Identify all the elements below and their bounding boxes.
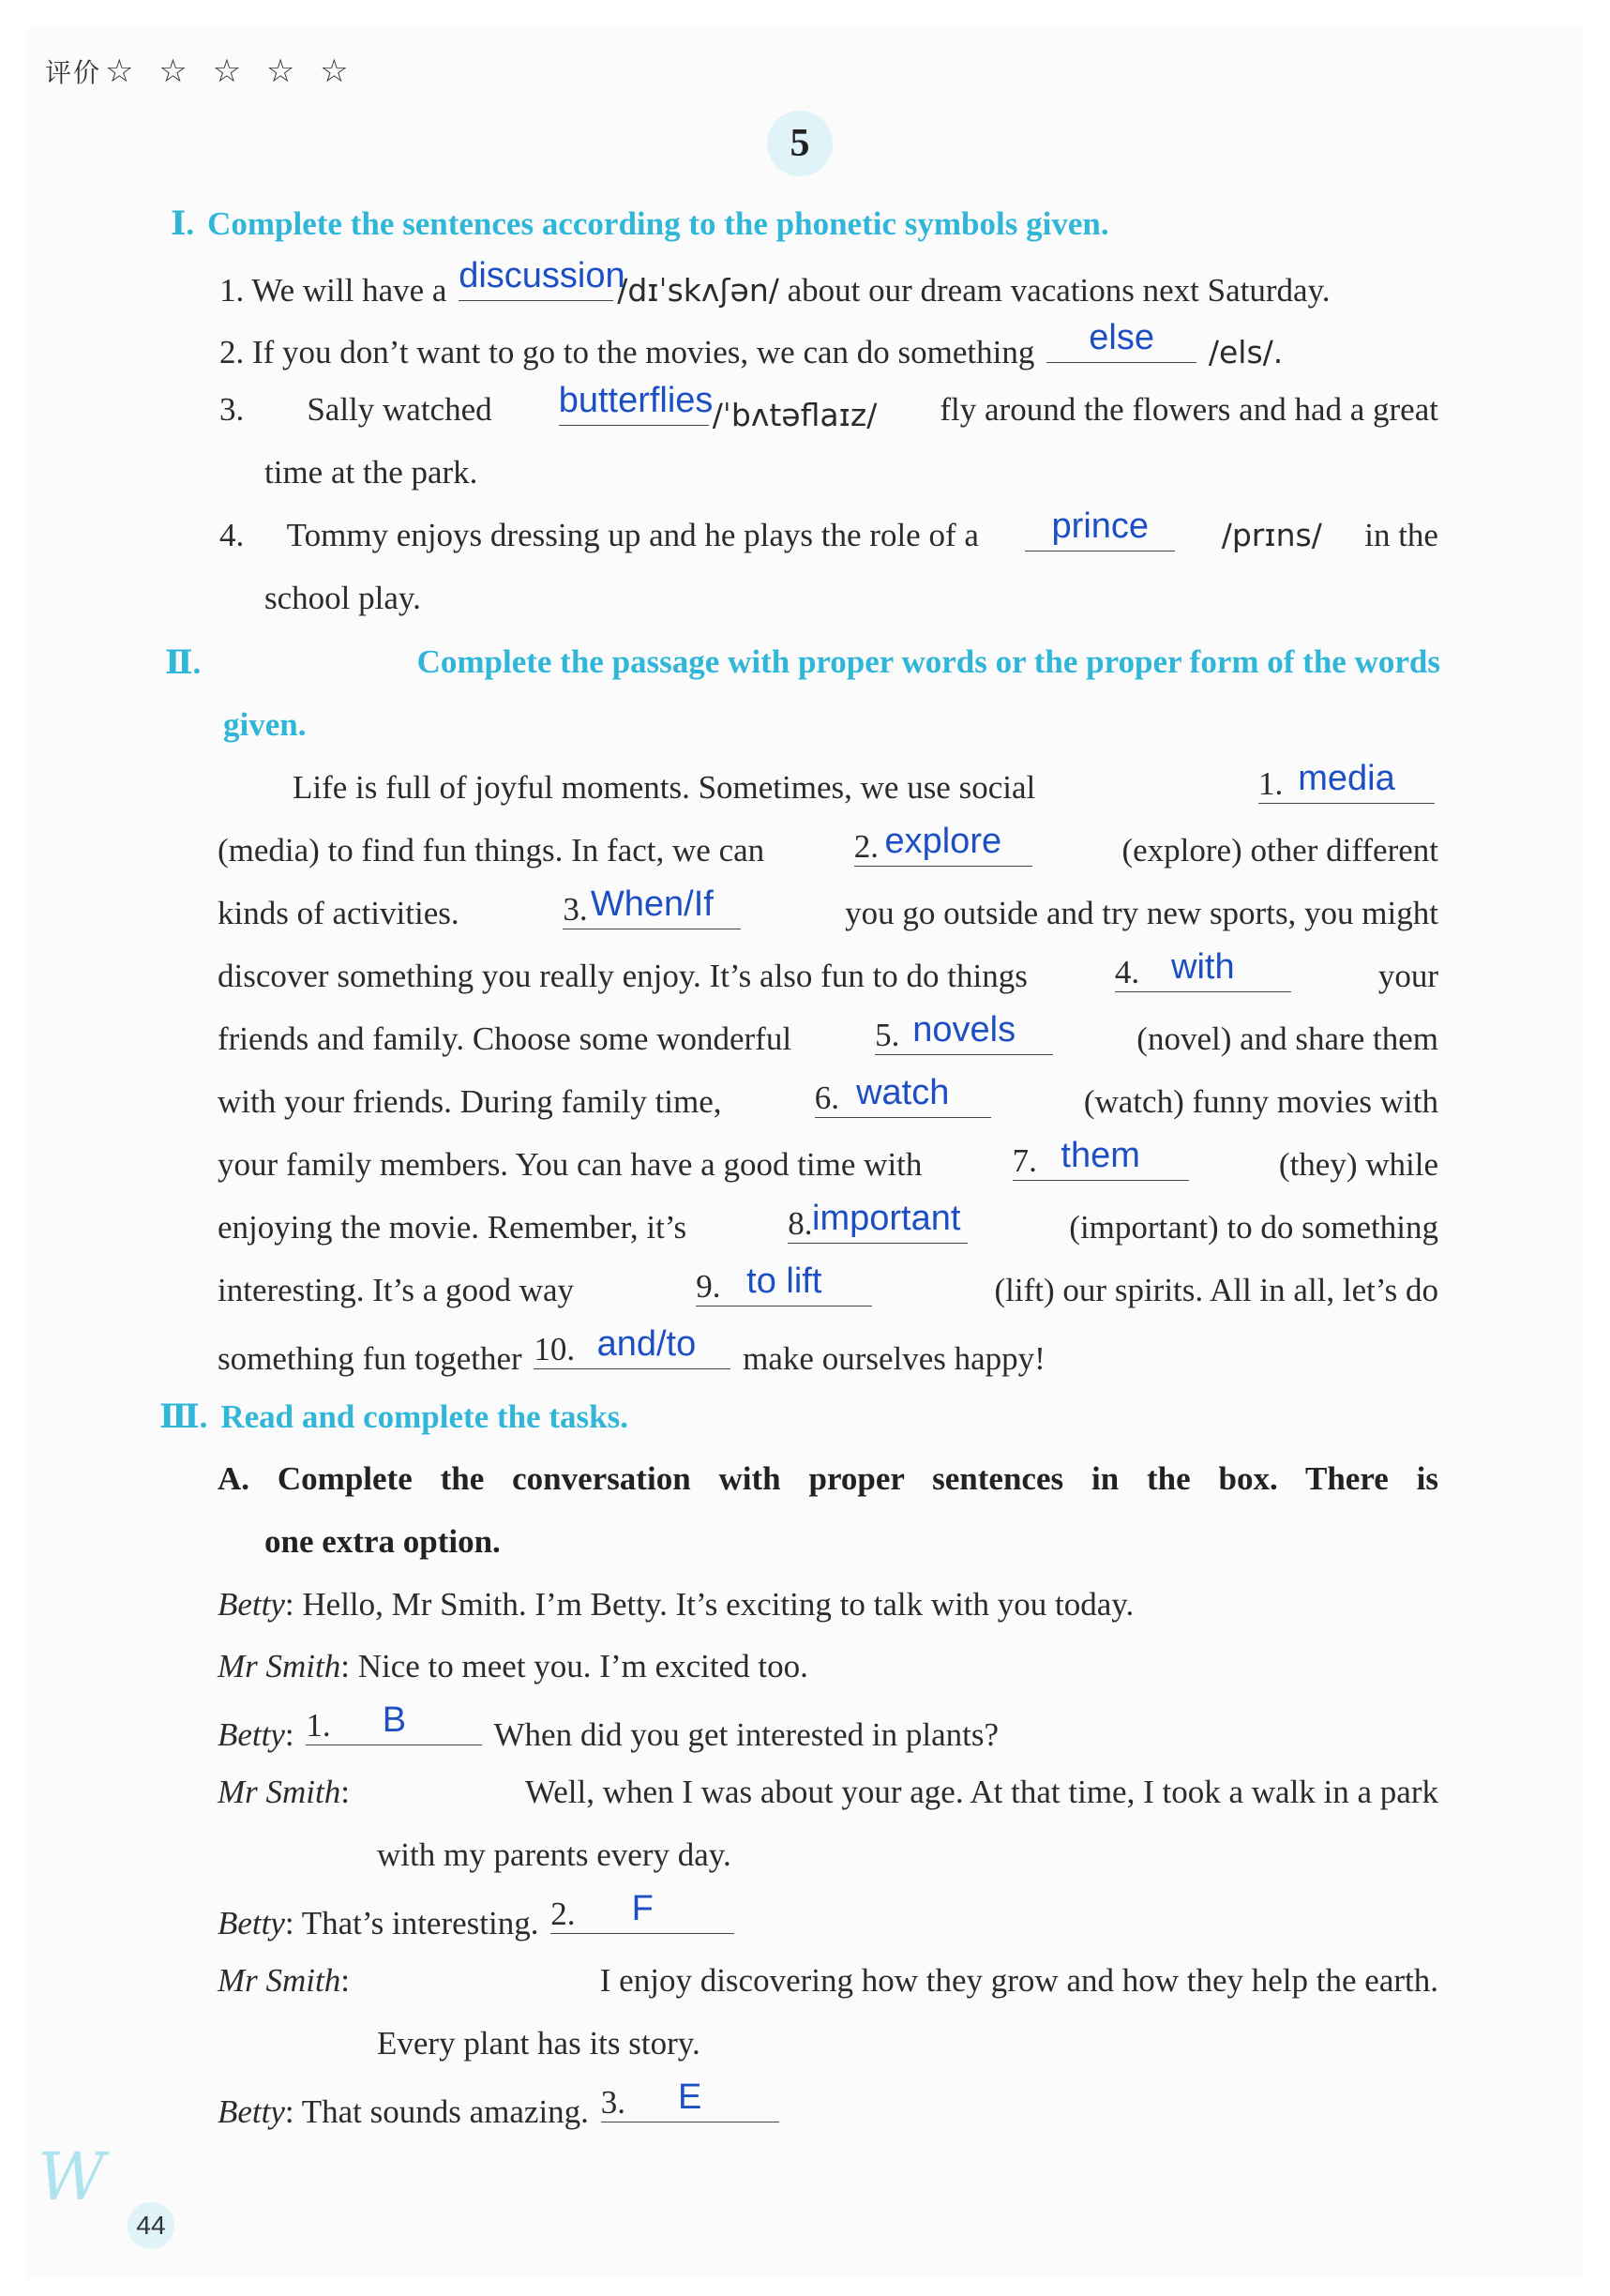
section-2-heading-line1: Complete the passage with proper words or the proper form of the words [416, 643, 1440, 680]
answer-text: prince [1051, 506, 1150, 546]
dialogue-blank-3[interactable] [600, 2077, 779, 2122]
passage-text: (watch) funny movies with [1083, 1083, 1438, 1120]
dialogue-blank-1[interactable] [306, 1700, 482, 1745]
section-3-heading: Read and complete the tasks. [220, 1398, 628, 1435]
s1-item-3-cont: time at the park. [264, 454, 478, 491]
blank-number: 4. [1114, 954, 1140, 990]
dialogue-text: That’s interesting. [301, 1905, 539, 1941]
dialogue-line-1: Betty: Hello, Mr Smith. I’m Betty. It’s exciting to talk with you today. [218, 1586, 1135, 1623]
blank-number: 7. [1012, 1142, 1037, 1179]
passage-blank-9[interactable] [696, 1261, 872, 1307]
s1-item-3 [219, 381, 1438, 434]
dialogue-line-6-cont: Every plant has its story. [377, 2025, 700, 2062]
answer-text: B [382, 1700, 407, 1740]
dialogue-blank-2[interactable] [550, 1889, 734, 1934]
passage-blank-1[interactable] [1258, 759, 1435, 804]
dialogue-line-4: Mr Smith: Well, when I was about your age. At that time, I took a walk in a park [218, 1774, 1438, 1810]
item-text: Sally watched [307, 391, 492, 428]
part-a-instruction-line1: A. Complete the conversation with proper sentences in the box. There is [218, 1460, 1438, 1497]
dialogue-text: Well, when I was about your age. At that time, I took a walk in a park [524, 1774, 1438, 1810]
passage-line-7 [218, 1136, 1438, 1184]
phonetic: /els/. [1208, 334, 1284, 370]
item-text: Tommy enjoys dressing up and he plays the role of a [286, 517, 979, 553]
corner-logo: W [38, 2138, 105, 2215]
passage-text: (media) to find fun things. In fact, we can [218, 832, 765, 869]
dialogue-line-7: Betty: That sounds amazing. 3. E [218, 2088, 783, 2131]
passage-text: (novel) and share them [1136, 1020, 1438, 1057]
blank-number: 3. [600, 2084, 625, 2121]
section-1-title [171, 204, 1109, 243]
dialogue-line-5: Betty: That’s interesting. 2. F [218, 1899, 738, 1942]
speaker-name: Betty [218, 1586, 285, 1623]
blank-number: 2. [550, 1896, 576, 1932]
speaker-name: Mr Smith [218, 1962, 341, 1999]
section-3-number: Ⅲ. [159, 1398, 208, 1435]
blank-number: 8. [788, 1205, 813, 1242]
passage-blank-3[interactable] [563, 884, 741, 929]
rating-stars: ☆ ☆ ☆ ☆ ☆ [105, 53, 356, 90]
s1-item-1 [219, 256, 1331, 310]
part-a-instruction-line2: one extra option. [264, 1523, 501, 1560]
section-1-number: Ⅰ. [171, 205, 195, 242]
s1-item-2 [219, 318, 1284, 371]
item-text: fly around the flowers and had a great [940, 391, 1438, 428]
section-2-heading-line2: given. [223, 706, 307, 743]
answer-text: E [678, 2077, 702, 2117]
passage-text: something fun together [218, 1340, 522, 1377]
passage-line-10 [218, 1324, 1046, 1378]
blank-number: 6. [814, 1080, 839, 1116]
passage-line-6 [218, 1073, 1438, 1121]
passage-text: friends and family. Choose some wonderful [218, 1020, 792, 1057]
blank-number: 9. [696, 1268, 721, 1305]
passage-text: discover something you really enjoy. It’s also fun to do things [218, 958, 1028, 994]
s1-item-4 [219, 506, 1438, 554]
passage-text: kinds of activities. [218, 895, 459, 931]
answer-blank[interactable] [459, 256, 625, 301]
answer-text: else [1089, 318, 1154, 357]
answer-text: explore [884, 822, 1002, 861]
section-1-heading: Complete the sentences according to the phonetic symbols given. [207, 205, 1109, 242]
answer-text: to lift [746, 1261, 822, 1301]
passage-text: enjoying the movie. Remember, it’s [218, 1209, 687, 1246]
rating [45, 53, 356, 90]
answer-text: watch [856, 1073, 950, 1112]
item-text: We will have a [251, 272, 447, 309]
answer-text: important [812, 1199, 961, 1238]
passage-text: (lift) our spirits. All in all, let’s do [994, 1272, 1438, 1308]
answer-blank[interactable] [558, 381, 714, 426]
item-text: in the [1364, 517, 1438, 553]
section-2-number: Ⅱ. [165, 644, 202, 681]
answer-blank[interactable] [1025, 506, 1175, 551]
speaker-name: Betty [218, 1905, 285, 1941]
answer-text: F [631, 1889, 654, 1928]
answer-text: novels [912, 1010, 1016, 1050]
passage-line-8 [218, 1199, 1438, 1246]
passage-text: (explore) other different [1121, 832, 1438, 869]
speaker-name: Mr Smith [218, 1648, 341, 1684]
blank-number: 10. [534, 1331, 576, 1367]
passage-line-3 [218, 884, 1438, 932]
passage-text: your [1377, 958, 1438, 994]
blank-number: 2. [853, 828, 880, 865]
phonetic: /prɪns/ [1221, 517, 1322, 553]
item-number: 1. [219, 272, 245, 309]
passage-text: (they) while [1278, 1146, 1438, 1183]
unit-number-badge: 5 [767, 111, 833, 176]
passage-text: (important) to do something [1069, 1209, 1438, 1246]
passage-text: you go outside and try new sports, you might [845, 895, 1438, 931]
passage-blank-4[interactable] [1114, 947, 1291, 992]
dialogue-line-2: Mr Smith: Nice to meet you. I’m excited too. [218, 1648, 808, 1684]
speaker-name: Mr Smith [218, 1774, 341, 1810]
speaker-name: Betty [218, 1716, 285, 1753]
dialogue-line-6: Mr Smith: I enjoy discovering how they grow and how they help the earth. [218, 1962, 1438, 1999]
page-number: 44 [128, 2202, 174, 2249]
dialogue-text: I enjoy discovering how they grow and how they help the earth. [599, 1962, 1438, 1999]
passage-blank-2[interactable] [853, 822, 1032, 867]
answer-text: butterflies [558, 381, 714, 420]
passage-line-1 [293, 759, 1438, 807]
passage-line-9 [218, 1261, 1438, 1309]
section-2-title [165, 643, 1440, 682]
dialogue-line-4-cont: with my parents every day. [377, 1836, 731, 1873]
passage-blank-5[interactable] [875, 1010, 1053, 1055]
item-number: 2. [219, 334, 245, 370]
passage-text: your family members. You can have a good time with [218, 1146, 923, 1183]
answer-text: discussion [459, 256, 625, 295]
answer-text: When/If [590, 884, 714, 924]
speaker-name: Betty [218, 2093, 285, 2130]
passage-line-2 [218, 822, 1438, 869]
dialogue-line-3: Betty: 1. B When did you get interested in plants? [218, 1700, 999, 1753]
phonetic: /dɪˈskʌʃən/ [617, 272, 779, 309]
item-text: about our dream vacations next Saturday. [787, 272, 1331, 309]
item-number: 4. [219, 517, 245, 553]
passage-blank-10[interactable] [534, 1324, 730, 1369]
rating-label: 评价 [45, 57, 102, 88]
dialogue-text: That sounds amazing. [301, 2093, 589, 2130]
blank-number: 5. [875, 1017, 900, 1053]
passage-blank-6[interactable] [814, 1073, 991, 1118]
answer-text: and/to [596, 1324, 697, 1364]
dialogue-text: When did you get interested in plants? [493, 1716, 999, 1753]
s1-item-4-cont: school play. [264, 580, 421, 616]
item-number: 3. [219, 391, 245, 428]
dialogue-text: Hello, Mr Smith. I’m Betty. It’s exciting to talk with you today. [302, 1586, 1135, 1623]
passage-blank-8[interactable] [788, 1199, 968, 1244]
passage-text: Life is full of joyful moments. Sometimes, we use social [293, 769, 1036, 806]
passage-blank-7[interactable] [1012, 1136, 1189, 1181]
passage-line-5 [218, 1010, 1438, 1058]
blank-number: 3. [563, 891, 588, 928]
section-3-title [159, 1397, 628, 1436]
answer-text: them [1061, 1136, 1140, 1175]
answer-text: with [1171, 947, 1235, 987]
item-text: If you don’t want to go to the movies, we can do something [252, 334, 1035, 370]
answer-blank[interactable] [1046, 318, 1196, 363]
passage-text: make ourselves happy! [743, 1340, 1046, 1377]
passage-text: with your friends. During family time, [218, 1083, 722, 1120]
phonetic: /ˈbʌtəflaɪz/ [712, 397, 878, 433]
blank-number: 1. [306, 1707, 331, 1744]
dialogue-text: Nice to meet you. I’m excited too. [357, 1648, 808, 1684]
passage-line-4 [218, 947, 1438, 995]
blank-number: 1. [1258, 765, 1284, 802]
passage-text: interesting. It’s a good way [218, 1272, 575, 1308]
answer-text: media [1298, 759, 1395, 798]
